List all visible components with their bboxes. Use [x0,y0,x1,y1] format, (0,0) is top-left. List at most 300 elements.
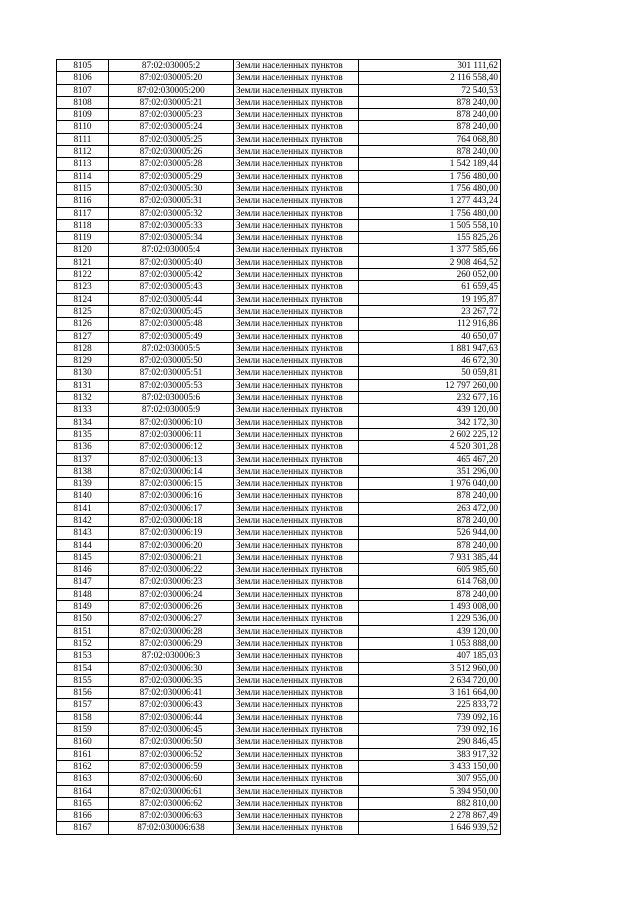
cadastral-number: 87:02:030006:59 [109,760,234,772]
land-category: Земли населенных пунктов [234,244,359,256]
cadastral-value: 739 092,16 [359,711,501,723]
cadastral-number: 87:02:030005:50 [109,355,234,367]
cadastral-value: 605 985,60 [359,564,501,576]
land-category: Земли населенных пунктов [234,453,359,465]
row-number: 8160 [57,736,109,748]
table-row [57,207,501,219]
table-row [57,330,501,342]
table-row [57,613,501,625]
land-category: Земли населенных пунктов [234,564,359,576]
cadastral-number: 87:02:030006:13 [109,453,234,465]
land-category: Земли населенных пунктов [234,293,359,305]
cadastral-value: 1 646 939,52 [359,822,501,834]
cadastral-number: 87:02:030006:10 [109,416,234,428]
cadastral-value: 1 277 443,24 [359,195,501,207]
cadastral-number: 87:02:030005:24 [109,121,234,133]
land-category: Земли населенных пунктов [234,625,359,637]
table-body [57,60,501,835]
cadastral-number: 87:02:030006:43 [109,699,234,711]
row-number: 8156 [57,687,109,699]
cadastral-number: 87:02:030005:49 [109,330,234,342]
cadastral-number: 87:02:030005:45 [109,305,234,317]
land-category: Земли населенных пунктов [234,72,359,84]
land-category: Земли населенных пунктов [234,662,359,674]
table-row [57,269,501,281]
cadastral-value: 19 195,87 [359,293,501,305]
land-category: Земли населенных пунктов [234,269,359,281]
cadastral-value: 1 756 480,00 [359,170,501,182]
cadastral-value: 46 672,30 [359,355,501,367]
table-row [57,699,501,711]
table-row [57,810,501,822]
cadastral-value: 61 659,45 [359,281,501,293]
table-row [57,281,501,293]
cadastral-number: 87:02:030006:24 [109,588,234,600]
cadastral-number: 87:02:030006:29 [109,637,234,649]
land-category: Земли населенных пунктов [234,195,359,207]
land-category: Земли населенных пунктов [234,502,359,514]
cadastral-value: 232 677,16 [359,392,501,404]
row-number: 8142 [57,514,109,526]
cadastral-number: 87:02:030006:27 [109,613,234,625]
cadastral-number: 87:02:030006:45 [109,724,234,736]
table-row [57,539,501,551]
table-row [57,490,501,502]
land-category: Земли населенных пунктов [234,576,359,588]
cadastral-number: 87:02:030005:26 [109,146,234,158]
row-number: 8125 [57,305,109,317]
land-category: Земли населенных пунктов [234,674,359,686]
cadastral-number: 87:02:030005:44 [109,293,234,305]
row-number: 8137 [57,453,109,465]
land-category: Земли населенных пунктов [234,687,359,699]
row-number: 8152 [57,637,109,649]
row-number: 8134 [57,416,109,428]
cadastral-value: 7 931 385,44 [359,551,501,563]
table-row [57,293,501,305]
land-category: Земли населенных пунктов [234,797,359,809]
cadastral-number: 87:02:030005:9 [109,404,234,416]
table-row [57,428,501,440]
table-row [57,588,501,600]
cadastral-number: 87:02:030005:31 [109,195,234,207]
table-row [57,244,501,256]
land-category: Земли населенных пунктов [234,84,359,96]
cadastral-number: 87:02:030006:62 [109,797,234,809]
table-row [57,84,501,96]
table-row [57,551,501,563]
land-category: Земли населенных пунктов [234,342,359,354]
land-category: Земли населенных пунктов [234,182,359,194]
cadastral-value: 465 467,20 [359,453,501,465]
cadastral-number: 87:02:030005:40 [109,256,234,268]
table-row [57,404,501,416]
cadastral-value: 3 512 960,00 [359,662,501,674]
table-row [57,637,501,649]
table-row [57,453,501,465]
land-category: Земли населенных пунктов [234,146,359,158]
row-number: 8164 [57,785,109,797]
cadastral-value: 72 540,53 [359,84,501,96]
cadastral-number: 87:02:030005:33 [109,219,234,231]
cadastral-number: 87:02:030006:26 [109,601,234,613]
table-row [57,502,501,514]
land-category: Земли населенных пунктов [234,601,359,613]
table-row [57,318,501,330]
cadastral-number: 87:02:030006:41 [109,687,234,699]
row-number: 8122 [57,269,109,281]
cadastral-number: 87:02:030006:16 [109,490,234,502]
row-number: 8114 [57,170,109,182]
land-category: Земли населенных пунктов [234,785,359,797]
cadastral-value: 3 161 664,00 [359,687,501,699]
land-category: Земли населенных пунктов [234,539,359,551]
cadastral-number: 87:02:030006:23 [109,576,234,588]
cadastral-number: 87:02:030006:21 [109,551,234,563]
row-number: 8157 [57,699,109,711]
cadastral-number: 87:02:030005:2 [109,60,234,72]
table-row [57,465,501,477]
table-row [57,256,501,268]
row-number: 8131 [57,379,109,391]
row-number: 8139 [57,478,109,490]
cadastral-number: 87:02:030005:42 [109,269,234,281]
land-category: Земли населенных пунктов [234,281,359,293]
cadastral-number: 87:02:030005:48 [109,318,234,330]
table-row [57,711,501,723]
cadastral-number: 87:02:030006:11 [109,428,234,440]
row-number: 8109 [57,109,109,121]
cadastral-number: 87:02:030005:30 [109,182,234,194]
row-number: 8136 [57,441,109,453]
cadastral-number: 87:02:030006:44 [109,711,234,723]
cadastral-number: 87:02:030005:43 [109,281,234,293]
cadastral-value: 882 810,00 [359,797,501,809]
table-row [57,379,501,391]
land-category: Земли населенных пунктов [234,392,359,404]
row-number: 8128 [57,342,109,354]
row-number: 8145 [57,551,109,563]
table-row [57,514,501,526]
cadastral-number: 87:02:030006:60 [109,773,234,785]
cadastral-number: 87:02:030005:20 [109,72,234,84]
table-row [57,392,501,404]
cadastral-value: 878 240,00 [359,490,501,502]
cadastral-value: 2 116 558,40 [359,72,501,84]
cadastral-number: 87:02:030005:25 [109,133,234,145]
row-number: 8140 [57,490,109,502]
land-category: Земли населенных пунктов [234,441,359,453]
cadastral-number: 87:02:030006:61 [109,785,234,797]
cadastral-value: 1 493 008,00 [359,601,501,613]
row-number: 8130 [57,367,109,379]
table-row [57,367,501,379]
cadastral-number: 87:02:030005:4 [109,244,234,256]
land-category: Земли населенных пунктов [234,96,359,108]
cadastral-value: 225 833,72 [359,699,501,711]
cadastral-value: 2 602 225,12 [359,428,501,440]
table-row [57,724,501,736]
table-row [57,576,501,588]
table-row [57,60,501,72]
row-number: 8135 [57,428,109,440]
table-row [57,785,501,797]
table-row [57,478,501,490]
table-row [57,355,501,367]
land-category: Земли населенных пунктов [234,219,359,231]
cadastral-value: 439 120,00 [359,404,501,416]
land-category: Земли населенных пунктов [234,514,359,526]
cadastral-number: 87:02:030005:21 [109,96,234,108]
cadastral-value: 1 377 585,66 [359,244,501,256]
land-category: Земли населенных пунктов [234,650,359,662]
table-row [57,625,501,637]
row-number: 8126 [57,318,109,330]
table-row [57,760,501,772]
land-category: Земли населенных пунктов [234,428,359,440]
table-row [57,146,501,158]
cadastral-value: 764 068,80 [359,133,501,145]
cadastral-value: 1 756 480,00 [359,182,501,194]
row-number: 8112 [57,146,109,158]
cadastral-value: 526 944,00 [359,527,501,539]
table-row [57,232,501,244]
row-number: 8123 [57,281,109,293]
cadastral-value: 4 520 301,28 [359,441,501,453]
cadastral-value: 878 240,00 [359,121,501,133]
land-category: Земли населенных пунктов [234,256,359,268]
land-category: Земли населенных пунктов [234,355,359,367]
land-category: Земли населенных пунктов [234,478,359,490]
cadastral-value: 878 240,00 [359,109,501,121]
row-number: 8138 [57,465,109,477]
table-row [57,219,501,231]
cadastral-value: 1 756 480,00 [359,207,501,219]
table-row [57,342,501,354]
row-number: 8141 [57,502,109,514]
row-number: 8105 [57,60,109,72]
row-number: 8148 [57,588,109,600]
row-number: 8161 [57,748,109,760]
cadastral-value: 2 634 720,00 [359,674,501,686]
land-category: Земли населенных пунктов [234,170,359,182]
land-category: Земли населенных пунктов [234,133,359,145]
table-row [57,773,501,785]
cadastral-number: 87:02:030006:638 [109,822,234,834]
land-category: Земли населенных пунктов [234,613,359,625]
cadastral-number: 87:02:030005:53 [109,379,234,391]
cadastral-number: 87:02:030006:3 [109,650,234,662]
land-category: Земли населенных пунктов [234,748,359,760]
row-number: 8124 [57,293,109,305]
land-category: Земли населенных пунктов [234,724,359,736]
cadastral-number: 87:02:030006:28 [109,625,234,637]
row-number: 8113 [57,158,109,170]
cadastral-number: 87:02:030006:18 [109,514,234,526]
table-row [57,416,501,428]
row-number: 8111 [57,133,109,145]
row-number: 8153 [57,650,109,662]
table-row [57,527,501,539]
table-row [57,797,501,809]
row-number: 8149 [57,601,109,613]
row-number: 8108 [57,96,109,108]
table-row [57,170,501,182]
cadastral-value: 12 797 260,00 [359,379,501,391]
land-category: Земли населенных пунктов [234,416,359,428]
land-category: Земли населенных пунктов [234,305,359,317]
row-number: 8165 [57,797,109,809]
table-row [57,736,501,748]
cadastral-value: 351 296,00 [359,465,501,477]
table-row [57,182,501,194]
cadastral-value: 2 278 867,49 [359,810,501,822]
land-category: Земли населенных пунктов [234,207,359,219]
row-number: 8143 [57,527,109,539]
land-category: Земли населенных пунктов [234,121,359,133]
land-category: Земли населенных пунктов [234,490,359,502]
table-row [57,748,501,760]
cadastral-number: 87:02:030006:22 [109,564,234,576]
table-row [57,662,501,674]
table-row [57,121,501,133]
land-category: Земли населенных пунктов [234,109,359,121]
cadastral-number: 87:02:030006:14 [109,465,234,477]
cadastral-value: 260 052,00 [359,269,501,281]
cadastral-number: 87:02:030006:12 [109,441,234,453]
table-row [57,96,501,108]
cadastral-value: 23 267,72 [359,305,501,317]
row-number: 8154 [57,662,109,674]
cadastral-value: 1 542 189,44 [359,158,501,170]
cadastral-value: 383 917,32 [359,748,501,760]
cadastral-value: 1 505 558,10 [359,219,501,231]
table-row [57,674,501,686]
cadastral-value: 614 768,00 [359,576,501,588]
land-category: Земли населенных пунктов [234,822,359,834]
cadastral-number: 87:02:030006:19 [109,527,234,539]
cadastral-value: 1 881 947,63 [359,342,501,354]
land-category: Земли населенных пунктов [234,527,359,539]
cadastral-number: 87:02:030006:30 [109,662,234,674]
table-row [57,305,501,317]
cadastral-value: 40 650,07 [359,330,501,342]
table-row [57,822,501,834]
cadastral-number: 87:02:030005:28 [109,158,234,170]
land-category: Земли населенных пунктов [234,711,359,723]
land-category: Земли населенных пунктов [234,367,359,379]
table-row [57,109,501,121]
row-number: 8133 [57,404,109,416]
land-category: Земли населенных пунктов [234,379,359,391]
row-number: 8167 [57,822,109,834]
land-category: Земли населенных пунктов [234,232,359,244]
cadastral-value: 5 394 950,00 [359,785,501,797]
land-category: Земли населенных пунктов [234,588,359,600]
row-number: 8119 [57,232,109,244]
row-number: 8110 [57,121,109,133]
row-number: 8151 [57,625,109,637]
cadastral-value: 878 240,00 [359,539,501,551]
cadastral-value: 1 053 888,00 [359,637,501,649]
cadastral-number: 87:02:030005:32 [109,207,234,219]
land-category: Земли населенных пунктов [234,330,359,342]
table-row [57,195,501,207]
table-row [57,158,501,170]
cadastral-number: 87:02:030005:6 [109,392,234,404]
land-category: Земли населенных пунктов [234,551,359,563]
cadastral-value: 878 240,00 [359,96,501,108]
cadastral-number: 87:02:030006:35 [109,674,234,686]
row-number: 8163 [57,773,109,785]
land-category: Земли населенных пунктов [234,158,359,170]
table-row [57,133,501,145]
row-number: 8115 [57,182,109,194]
cadastral-number: 87:02:030006:63 [109,810,234,822]
land-category: Земли населенных пунктов [234,60,359,72]
row-number: 8121 [57,256,109,268]
row-number: 8159 [57,724,109,736]
cadastral-number: 87:02:030005:200 [109,84,234,96]
cadastral-value: 878 240,00 [359,588,501,600]
cadastral-value: 3 433 150,00 [359,760,501,772]
row-number: 8129 [57,355,109,367]
cadastral-value: 1 229 536,00 [359,613,501,625]
table-row [57,441,501,453]
cadastral-number: 87:02:030005:29 [109,170,234,182]
land-category: Земли населенных пунктов [234,318,359,330]
cadastral-value: 342 172,30 [359,416,501,428]
table-row [57,601,501,613]
land-category: Земли населенных пунктов [234,810,359,822]
cadastral-number: 87:02:030005:23 [109,109,234,121]
cadastral-number: 87:02:030006:20 [109,539,234,551]
cadastral-number: 87:02:030006:50 [109,736,234,748]
cadastral-value-table [56,59,501,835]
cadastral-value: 2 908 464,52 [359,256,501,268]
cadastral-value: 407 185,03 [359,650,501,662]
row-number: 8116 [57,195,109,207]
row-number: 8162 [57,760,109,772]
table-row [57,650,501,662]
table-row [57,564,501,576]
cadastral-number: 87:02:030006:17 [109,502,234,514]
land-category: Земли населенных пунктов [234,699,359,711]
table-row [57,687,501,699]
cadastral-number: 87:02:030005:5 [109,342,234,354]
cadastral-value: 307 955,00 [359,773,501,785]
table-row [57,72,501,84]
land-category: Земли населенных пунктов [234,736,359,748]
row-number: 8120 [57,244,109,256]
cadastral-value: 739 092,16 [359,724,501,736]
cadastral-value: 878 240,00 [359,514,501,526]
row-number: 8106 [57,72,109,84]
row-number: 8155 [57,674,109,686]
cadastral-value: 301 111,62 [359,60,501,72]
row-number: 8107 [57,84,109,96]
row-number: 8127 [57,330,109,342]
cadastral-value: 1 976 040,00 [359,478,501,490]
cadastral-value: 112 916,86 [359,318,501,330]
row-number: 8144 [57,539,109,551]
cadastral-value: 263 472,00 [359,502,501,514]
row-number: 8158 [57,711,109,723]
cadastral-number: 87:02:030006:52 [109,748,234,760]
cadastral-number: 87:02:030005:34 [109,232,234,244]
land-category: Земли населенных пунктов [234,637,359,649]
cadastral-number: 87:02:030005:51 [109,367,234,379]
